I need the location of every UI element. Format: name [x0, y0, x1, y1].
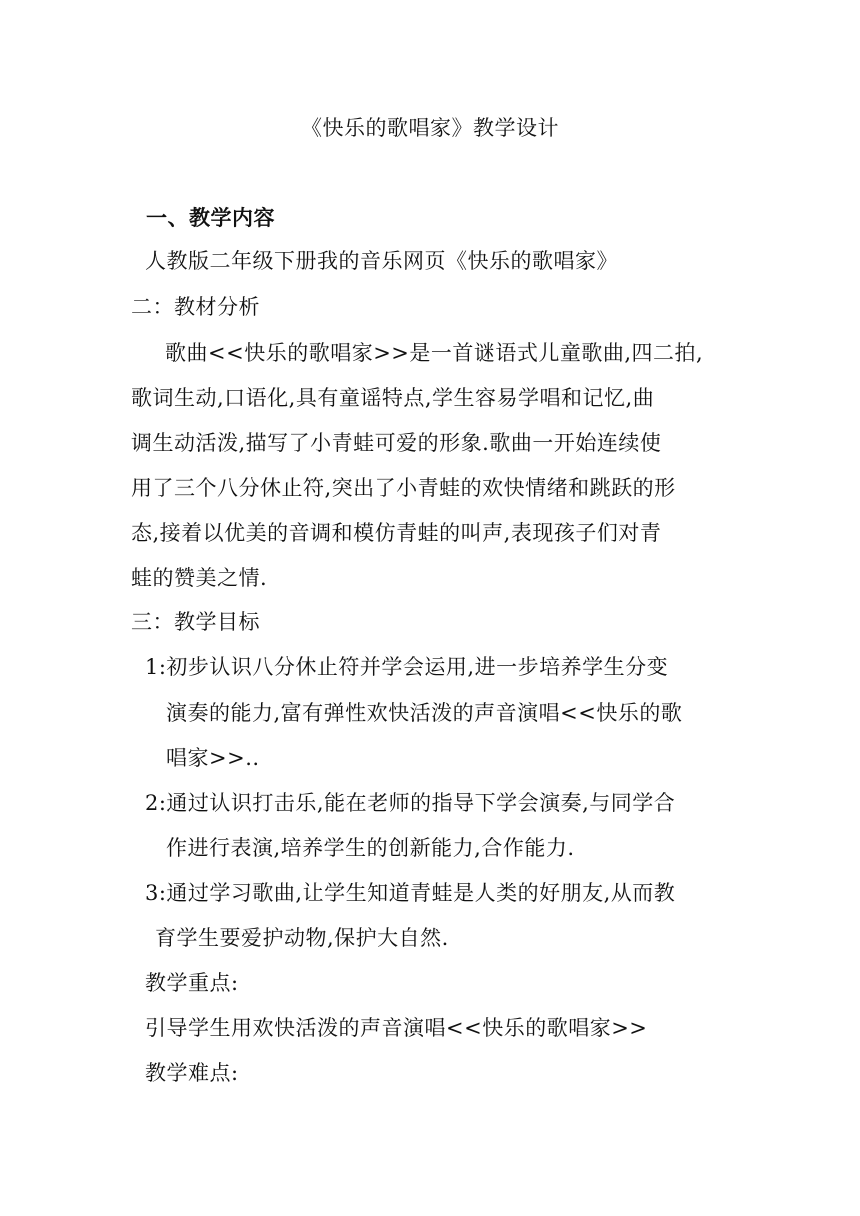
section-heading-goals: 三：教学目标	[131, 610, 260, 634]
analysis-line: 蛙的赞美之情.	[131, 566, 268, 590]
section-heading-analysis: 二：教材分析	[131, 295, 260, 319]
analysis-line: 调生动活泼,描写了小青蛙可爱的形象.歌曲一开始连续使	[131, 431, 662, 455]
key-point-label: 教学重点:	[145, 971, 239, 995]
goal-line: 3:通过学习歌曲,让学生知道青蛙是人类的好朋友,从而教	[145, 881, 676, 905]
goal-line: 育学生要爱护动物,保护大自然.	[155, 926, 449, 950]
analysis-line: 态,接着以优美的音调和模仿青蛙的叫声,表现孩子们对青	[131, 521, 662, 545]
key-point-text: 引导学生用欢快活泼的声音演唱<<快乐的歌唱家>>	[145, 1016, 648, 1040]
section-body-content: 人教版二年级下册我的音乐网页《快乐的歌唱家》	[145, 249, 618, 273]
analysis-line: 歌曲<<快乐的歌唱家>>是一首谜语式儿童歌曲,四二拍,	[165, 341, 704, 365]
goal-line: 1:初步认识八分休止符并学会运用,进一步培养学生分变	[145, 655, 669, 679]
goal-line: 2:通过认识打击乐,能在老师的指导下学会演奏,与同学合	[145, 791, 676, 815]
difficulty-label: 教学难点:	[145, 1061, 239, 1085]
goal-line: 唱家>>..	[166, 746, 260, 770]
goal-line: 作进行表演,培养学生的创新能力,合作能力.	[166, 836, 575, 860]
section-heading-content: 一、教学内容	[146, 206, 275, 230]
goal-line: 演奏的能力,富有弹性欢快活泼的声音演唱<<快乐的歌	[166, 701, 683, 725]
analysis-line: 歌词生动,口语化,具有童谣特点,学生容易学唱和记忆,曲	[131, 386, 655, 410]
document-title: 《快乐的歌唱家》教学设计	[301, 116, 559, 140]
analysis-line: 用了三个八分休止符,突出了小青蛙的欢快情绪和跳跃的形	[131, 476, 676, 500]
